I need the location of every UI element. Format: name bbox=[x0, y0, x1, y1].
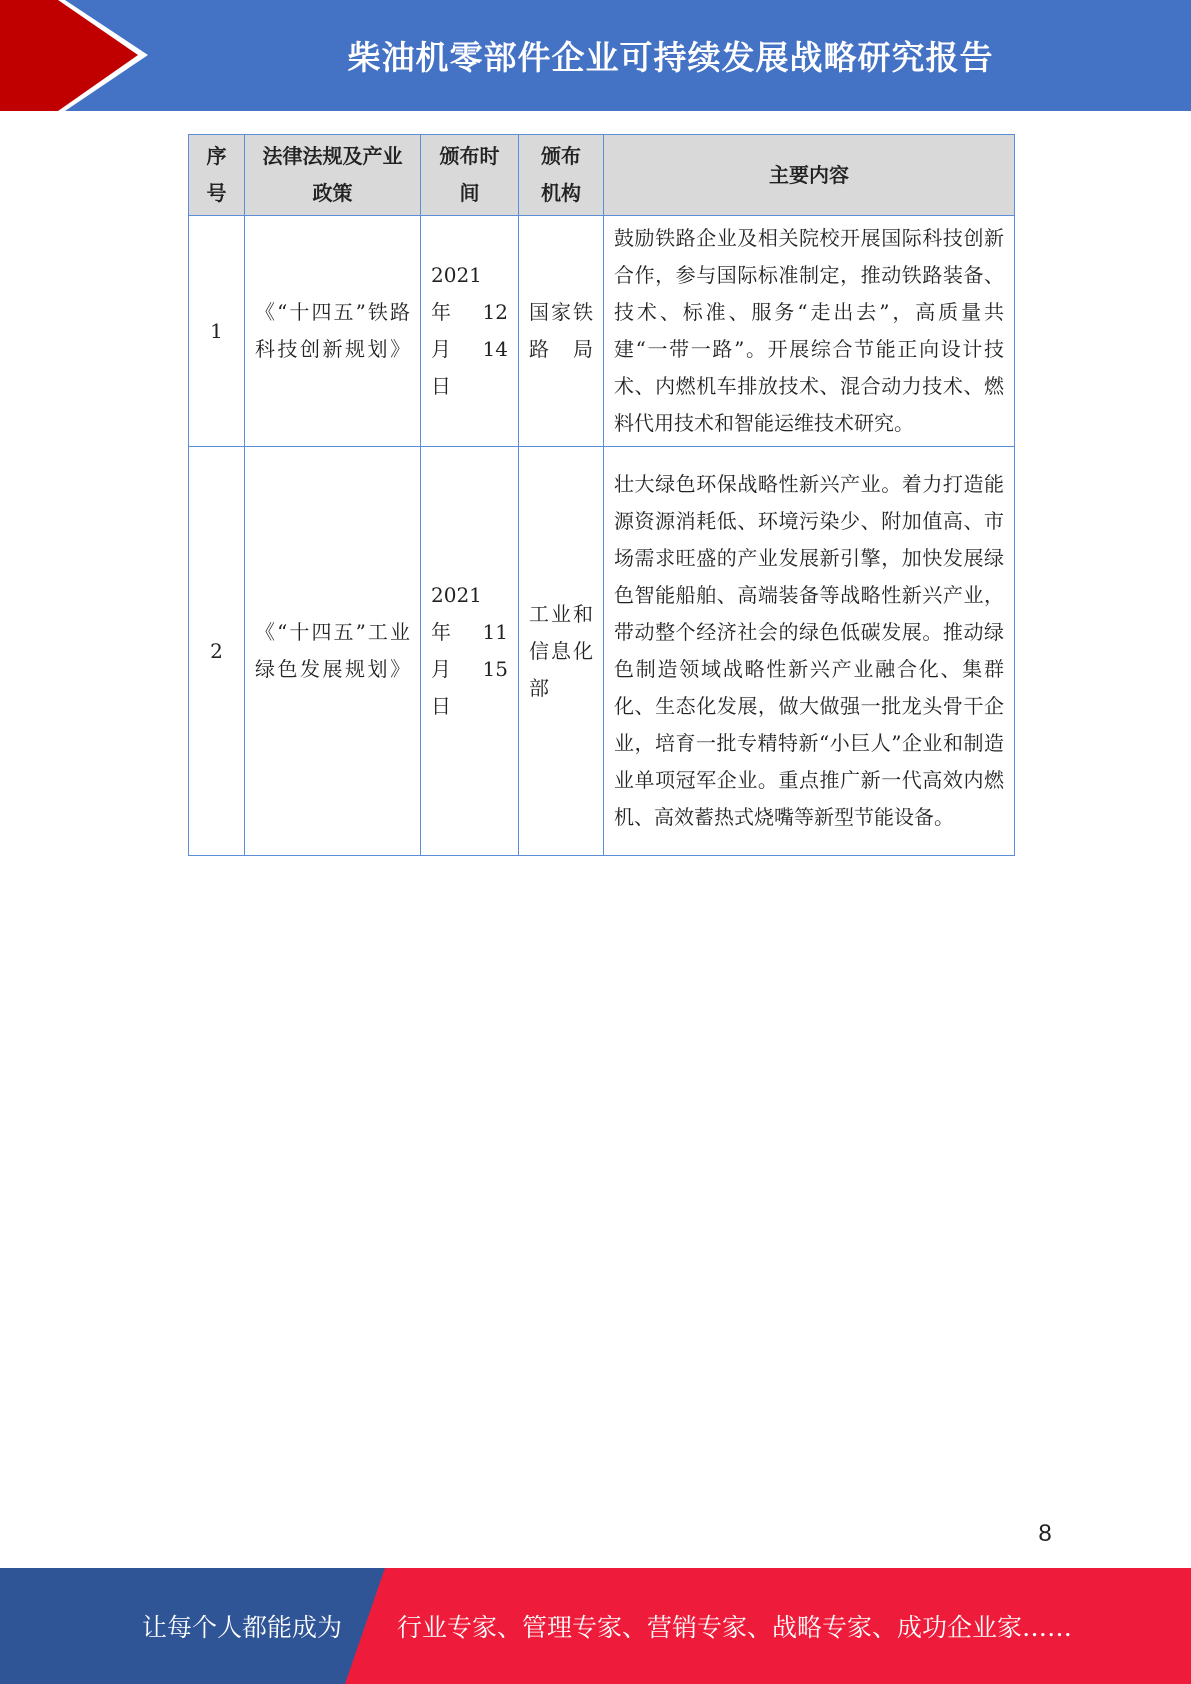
page-number: 8 bbox=[1038, 1520, 1052, 1547]
policy-table-container bbox=[188, 134, 1014, 856]
row-policy: 《“十四五”工业绿色发展规划》 bbox=[245, 447, 421, 856]
table-row bbox=[189, 447, 1015, 856]
header-org: 颁布 机构 bbox=[519, 135, 604, 216]
page-footer bbox=[0, 1568, 1191, 1684]
row-date: 2021 年 12 月 14 日 bbox=[421, 216, 519, 447]
row-org: 工业和信息化部 bbox=[519, 447, 604, 856]
header-date: 颁布时 间 bbox=[421, 135, 519, 216]
document-title: 柴油机零部件企业可持续发展战略研究报告 bbox=[347, 38, 994, 77]
policy-table bbox=[188, 134, 1015, 856]
row-org: 国家铁路局 bbox=[519, 216, 604, 447]
row-content: 壮大绿色环保战略性新兴产业。着力打造能源资源消耗低、环境污染少、附加值高、市场需求旺盛的产业发展新引擎，加快发展绿色智能船舶、高端装备等战略性新兴产业，带动整个经济社会的绿色低碳发展。推动绿色制造领域战略性新兴产业融合化、集群化、生态化发展，做大做强一批龙头骨干企业，培育一批专精特新“小巨人”企业和制造业单项冠军企业。重点推广新一代高效内燃机、高效蓄热式烧嘴等新型节能设备。 bbox=[604, 447, 1015, 856]
header-content: 主要内容 bbox=[604, 135, 1015, 216]
row-date: 2021 年 11 月 15 日 bbox=[421, 447, 519, 856]
table-row bbox=[189, 216, 1015, 447]
row-policy: 《“十四五”铁路科技创新规划》 bbox=[245, 216, 421, 447]
table-header-row bbox=[189, 135, 1015, 216]
row-no: 2 bbox=[189, 447, 245, 856]
footer-slogan-right: 行业专家、管理专家、营销专家、战略专家、成功企业家…… bbox=[397, 1613, 1073, 1642]
row-content: 鼓励铁路企业及相关院校开展国际科技创新合作，参与国际标准制定，推动铁路装备、技术、标准、服务“走出去”，高质量共建“一带一路”。开展综合节能正向设计技术、内燃机车排放技术、混合动力技术、燃料代用技术和智能运维技术研究。 bbox=[604, 216, 1015, 447]
page-header bbox=[0, 0, 1191, 111]
header-no: 序 号 bbox=[189, 135, 245, 216]
row-no: 1 bbox=[189, 216, 245, 447]
header-policy: 法律法规及产业 政策 bbox=[245, 135, 421, 216]
footer-slogan-left: 让每个人都能成为 bbox=[142, 1613, 343, 1642]
header-chevron-icon bbox=[0, 0, 160, 111]
